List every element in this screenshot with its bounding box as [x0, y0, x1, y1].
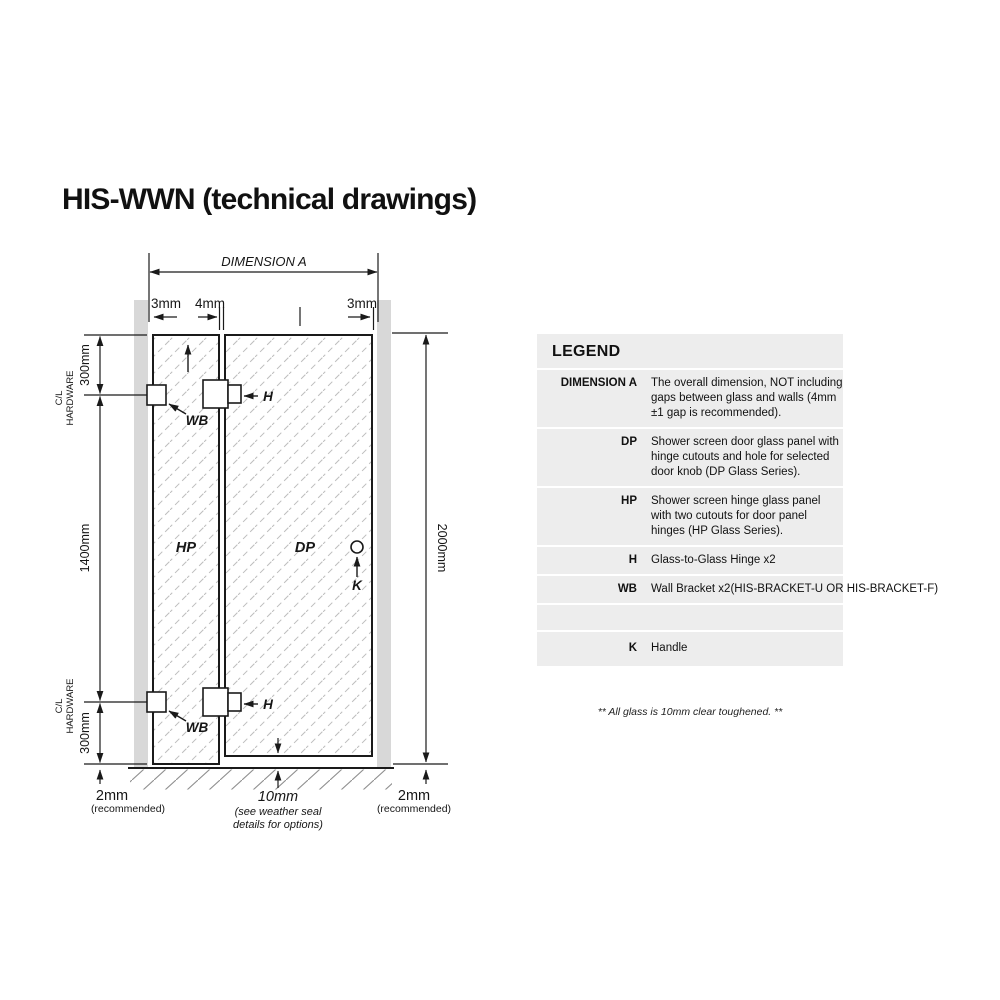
floor-gap-left-note: (recommended)	[90, 803, 166, 815]
floor-gap-center-label: 10mm	[257, 789, 299, 805]
bottom-offset-label: 300mm	[78, 712, 92, 754]
mid-span-label: 1400mm	[78, 523, 92, 573]
gap-wall-right-label: 3mm	[347, 296, 377, 311]
handle-label: K	[352, 578, 362, 593]
legend-term	[537, 611, 637, 624]
floor-gap-right-note: (recommended)	[376, 803, 452, 815]
cl-hardware-bottom-line2: HARDWARE	[65, 678, 76, 734]
legend-term: K	[628, 642, 637, 654]
cl-hardware-top-line2: HARDWARE	[65, 370, 76, 426]
hinge-bottom	[203, 688, 241, 716]
glass-footnote: ** All glass is 10mm clear toughened. **	[597, 706, 783, 718]
page-title: HIS-WWN (technical drawings)	[62, 183, 477, 216]
wall-bracket-bottom	[147, 692, 166, 712]
cl-hardware-bottom-line1: C/L	[54, 698, 65, 714]
door-panel-label: DP	[294, 540, 316, 556]
wall-bracket-label-bottom: WB	[185, 720, 209, 735]
legend-desc: Shower screen door glass panel with hinge cutouts and hole for selected door knob (DP Glass Series).	[651, 436, 839, 478]
legend-desc: Wall Bracket x2(HIS-BRACKET-U OR HIS-BRACKET-F)	[651, 583, 939, 595]
legend-row-empty	[537, 603, 843, 630]
hinge-panel-label: HP	[175, 540, 197, 556]
hinge-label-bottom: H	[263, 697, 273, 712]
legend-row-h	[537, 545, 843, 574]
legend-row-k	[537, 630, 843, 666]
floor-gap-left-label: 2mm	[95, 788, 129, 804]
overall-height-label: 2000mm	[435, 523, 449, 573]
wall-left	[134, 300, 148, 767]
hinge-top	[203, 380, 241, 408]
wall-right	[377, 300, 391, 767]
floor	[84, 764, 448, 790]
top-offset-label: 300mm	[78, 344, 92, 386]
wall-bracket-top	[147, 385, 166, 405]
legend-desc	[651, 611, 843, 624]
cl-hardware-top-line1: C/L	[54, 390, 65, 406]
floor-gap-right-label: 2mm	[397, 788, 431, 804]
legend-row-dimension-a	[537, 368, 843, 427]
floor-gap-center-note2: details for options)	[233, 819, 323, 831]
legend-desc: The overall dimension, NOT including gaps between glass and walls (4mm ±1 gap is recommended).	[651, 377, 843, 419]
hinge-label-top: H	[263, 389, 273, 404]
floor-gap-center-note1: (see weather seal	[234, 806, 322, 818]
gap-panels-label: 4mm	[195, 296, 225, 311]
legend-desc: Glass-to-Glass Hinge x2	[651, 554, 776, 566]
legend-term: DP	[621, 436, 637, 448]
legend-title: LEGEND	[552, 343, 621, 360]
legend-desc: Shower screen hinge glass panel with two cutouts for door panel hinges (HP Glass Series).	[651, 495, 821, 537]
legend-row-wb	[537, 574, 939, 603]
wall-bracket-label-top: WB	[185, 413, 209, 428]
legend-row-dp	[537, 427, 843, 486]
legend-row-hp	[537, 486, 843, 545]
dimension-a-label: DIMENSION A	[221, 254, 307, 269]
legend-term: DIMENSION A	[560, 377, 637, 389]
legend-term: WB	[617, 583, 637, 595]
top-gap-dims	[154, 307, 374, 330]
legend-term: H	[628, 554, 637, 566]
legend-panel	[537, 334, 939, 666]
gap-wall-left-label: 3mm	[151, 296, 181, 311]
legend-desc: Handle	[651, 642, 688, 654]
legend-term: HP	[621, 495, 637, 507]
technical-drawing	[0, 0, 520, 850]
